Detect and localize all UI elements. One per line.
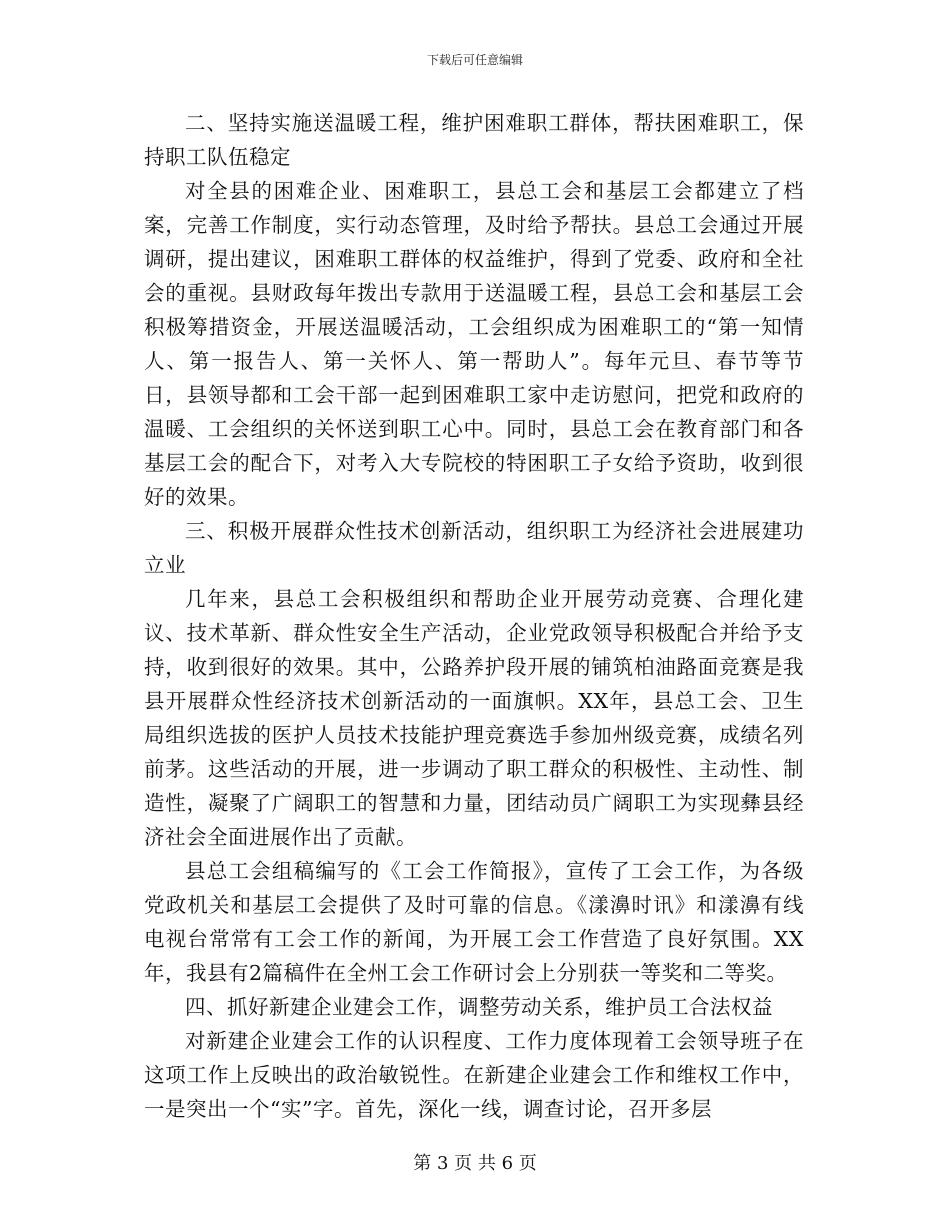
- section-heading: 四、抓好新建企业建会工作，调整劳动关系，维护员工合法权益: [185, 995, 773, 1019]
- page-header: 下载后可任意编辑: [426, 53, 523, 67]
- body-paragraph: 对新建企业建会工作的认识程度、工作力度体现着工会领导班子在这项工作上反映出的政治敏锐性。在新建企业建会工作和维权工作中，一是突出一个“实”字。首先，深化一线，调查讨论，召开多层: [144, 1029, 804, 1121]
- section-heading: 二、坚持实施送温暖工程，维护困难职工群体，帮扶困难职工，保持职工队伍稳定: [144, 111, 804, 169]
- document-body: [144, 106, 804, 1126]
- body-paragraph: 对全县的困难企业、困难职工，县总工会和基层工会都建立了档案，完善工作制度，实行动态管理，及时给予帮扶。县总工会通过开展调研，提出建议，困难职工群体的权益维护，得到了党委、政府和全社会的重视。县财政每年拨出专款用于送温暖工程，县总工会和基层工会积极筹措资金，开展送温暖活动，工会组织成为困难职工的“第一知情人、第一报告人、第一关怀人、第一帮助人”。每年元旦、春节等节日，县领导都和工会干部一起到困难职工家中走访慰问，把党和政府的温暖、工会组织的关怀送到职工心中。同时，县总工会在教育部门和各基层工会的配合下，对考入大专院校的特困职工子女给予资助，收到很好的效果。: [144, 179, 804, 509]
- body-paragraph: 县总工会组稿编写的《工会工作简报》，宣传了工会工作，为各级党政机关和基层工会提供了及时可靠的信息。《漾濞时讯》和漾濞有线电视台常常有工会工作的新闻，为开展工会工作营造了良好氛围。XX年，我县有2篇稿件在全州工会工作研讨会上分别获一等奖和二等奖。: [144, 859, 804, 985]
- body-paragraph: 几年来，县总工会积极组织和帮助企业开展劳动竞赛、合理化建议、技术革新、群众性安全生产活动，企业党政领导积极配合并给予支持，收到很好的效果。其中，公路养护段开展的铺筑柏油路面竞赛是我县开展群众性经济技术创新活动的一面旗帜。XX年，县总工会、卫生局组织选拔的医护人员技术技能护理竞赛选手参加州级竞赛，成绩名列前茅。这些活动的开展，进一步调动了职工群众的积极性、主动性、制造性，凝聚了广阔职工的智慧和力量，团结动员广阔职工为实现彝县经济社会全面进展作出了贡献。: [144, 587, 804, 849]
- section-heading: 三、积极开展群众性技术创新活动，组织职工为经济社会进展建功立业: [144, 519, 804, 577]
- page-number: 第 3 页 共 6 页: [413, 1153, 537, 1174]
